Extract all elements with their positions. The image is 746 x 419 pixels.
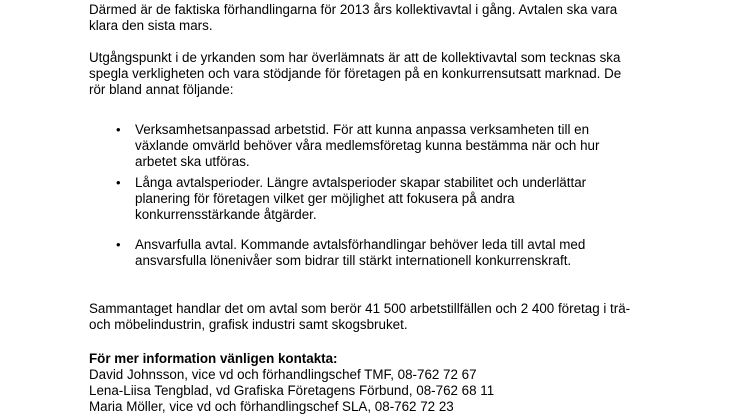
- bullet-icon: •: [116, 122, 121, 137]
- contact-person: David Johnsson, vice vd och förhandlingschef TMF, 08-762 72 67: [89, 367, 477, 382]
- text-line: Utgångspunkt i de yrkanden som har överlämnats är att de kollektivavtal som tecknas ska: [89, 50, 621, 65]
- contact-section: [89, 351, 669, 415]
- text-line: Ansvarfulla avtal. Kommande avtalsförhandlingar behöver leda till avtal med: [135, 237, 586, 252]
- text-line: planering för företagen vilket ger möjlighet att fokusera på andra: [135, 191, 515, 206]
- contact-person: Maria Möller, vice vd och förhandlingschef SLA, 08-762 72 23: [89, 399, 454, 414]
- text-line: rör bland annat följande:: [89, 82, 234, 97]
- paragraph-demands: [89, 50, 669, 98]
- bullet-icon: •: [116, 175, 121, 190]
- text-line: spegla verkligheten och vara stödjande för företagen på en konkurrensutsatt marknad. De: [89, 66, 622, 81]
- text-line: Verksamhetsanpassad arbetstid. För att kunna anpassa verksamheten till en: [135, 122, 590, 137]
- text-line: konkurrensstärkande åtgärder.: [135, 207, 317, 222]
- bullet-text: [135, 175, 695, 223]
- text-line: och möbelindustrin, grafisk industri samt skogsbruket.: [89, 317, 408, 332]
- text-line: klara den sista mars.: [89, 18, 213, 33]
- paragraph-intro: [89, 2, 669, 34]
- text-line: Därmed är de faktiska förhandlingarna för 2013 års kollektivavtal i gång. Avtalen ska vara: [89, 2, 618, 17]
- contact-person: Lena-Liisa Tengblad, vd Grafiska Företagens Förbund, 08-762 68 11: [89, 383, 495, 398]
- text-line: arbetet ska utföras.: [135, 154, 250, 169]
- bullet-text: [135, 237, 695, 269]
- bullet-icon: •: [116, 237, 121, 252]
- bullet-text: [135, 122, 695, 170]
- text-line: växlande omvärld behöver våra medlemsföretag kunna bestämma när och hur: [135, 138, 600, 153]
- text-line: Långa avtalsperioder. Längre avtalsperioder skapar stabilitet och underlättar: [135, 175, 587, 190]
- paragraph-summary: [89, 301, 669, 333]
- text-line: Sammantaget handlar det om avtal som berör 41 500 arbetstillfällen och 2 400 företag i trä-: [89, 301, 631, 316]
- contact-heading: För mer information vänligen kontakta:: [89, 351, 338, 366]
- text-line: ansvarsfulla lönenivåer som bidrar till stärkt internationell konkurrenskraft.: [135, 253, 572, 268]
